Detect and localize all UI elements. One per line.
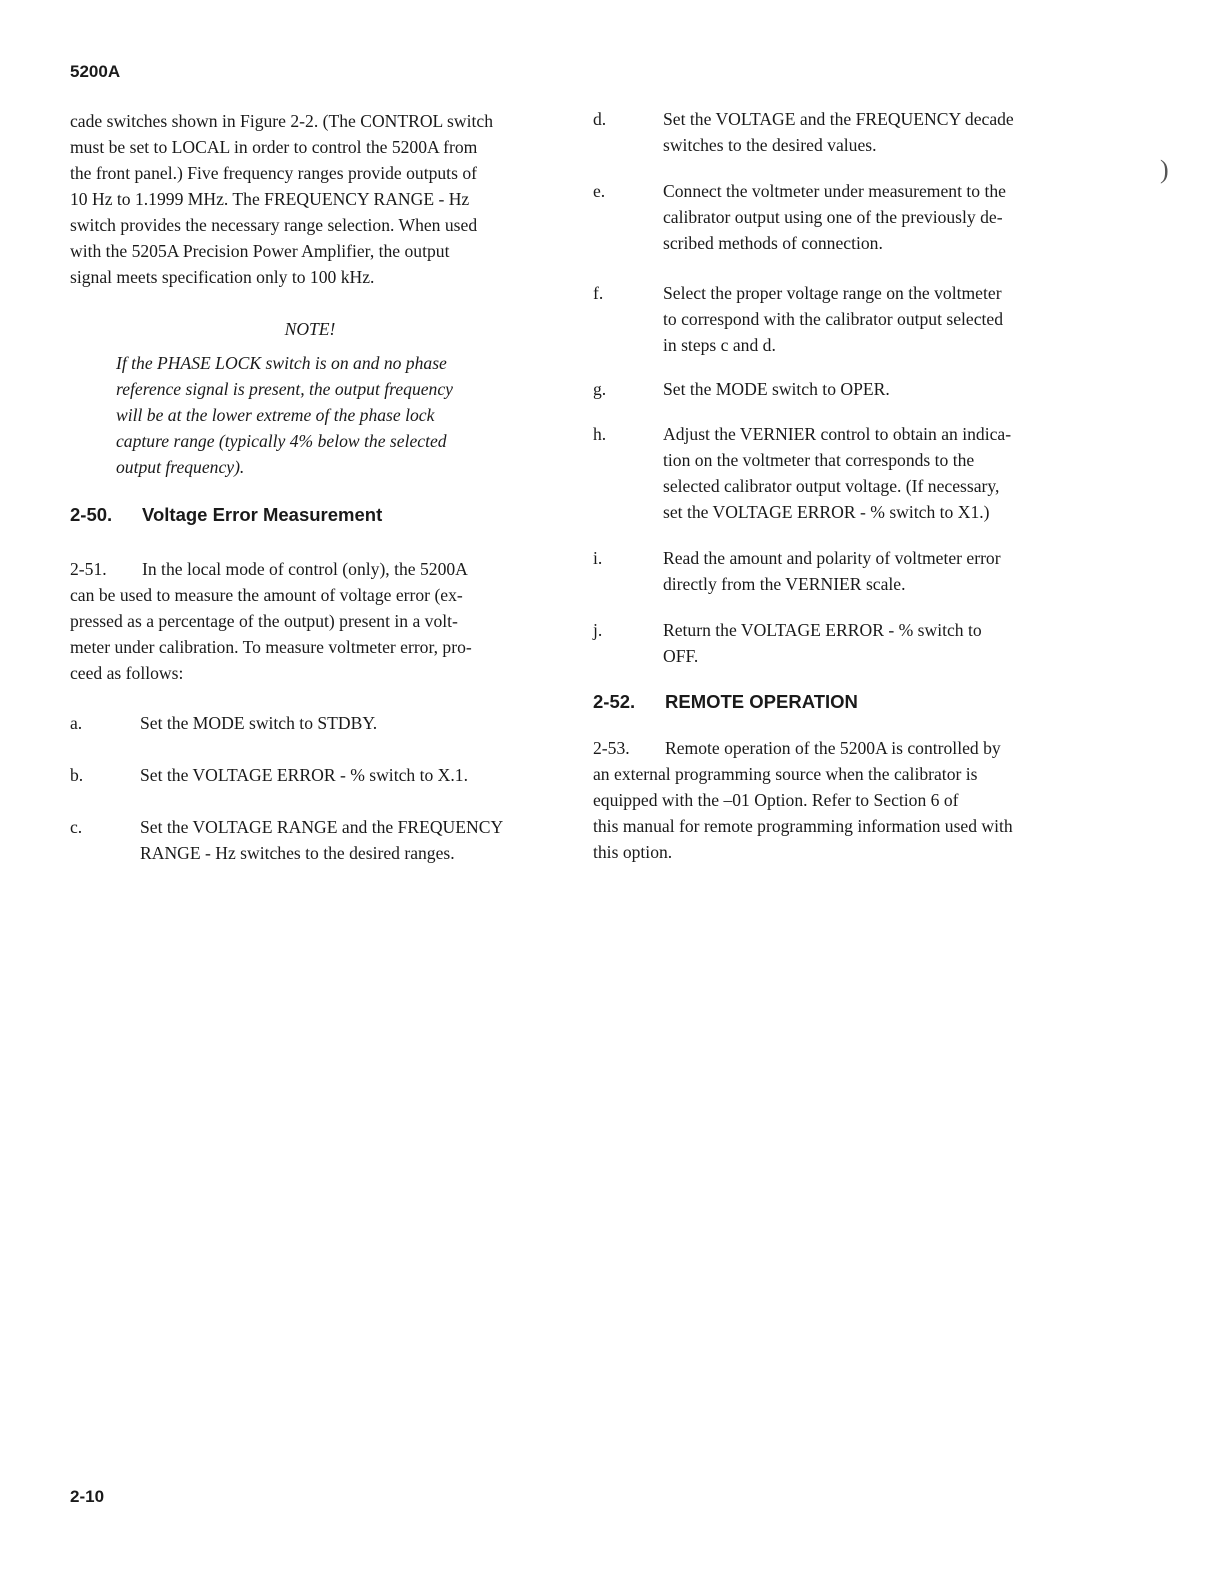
step-c: c. Set the VOLTAGE RANGE and the FREQUENCY RANGE - Hz switches to the desired ranges. bbox=[70, 817, 504, 863]
section-heading-2-50: 2-50. Voltage Error Measurement bbox=[70, 504, 383, 525]
intro-paragraph: cade switches shown in Figure 2-2. (The CONTROL switch must be set to LOCAL in order to control the 5200A from the front panel.) Five frequency ranges provide outputs of 10 Hz to 1.1999 MHz. The FREQUENCY RANGE - Hz switch provides the necessary range selection. When used with the 5205A Precision Power Amplifier, the output signal meets specification only to 100 kHz. bbox=[70, 111, 493, 287]
step-h: h. Adjust the VERNIER control to obtain an indica- tion on the voltmeter that corresponds to the selected calibrator output voltage. (If necessary, set the VOLTAGE ERROR - % switch to X1.) bbox=[593, 424, 1012, 522]
margin-mark: ) bbox=[1160, 155, 1169, 184]
note-title: NOTE! bbox=[284, 319, 336, 339]
paragraph-2-53: 2-53. Remote operation of the 5200A is controlled by an external programming source when the calibrator is equipped with the –01 Option. Refer to Section 6 of this manual for remote programming information used with this option. bbox=[593, 738, 1013, 862]
section-heading-2-52: 2-52. REMOTE OPERATION bbox=[593, 691, 858, 712]
step-i: i. Read the amount and polarity of voltmeter error directly from the VERNIER scale. bbox=[593, 548, 1001, 594]
step-e: e. Connect the voltmeter under measurement to the calibrator output using one of the previously de- scribed methods of connection. bbox=[593, 181, 1006, 253]
step-a: a. Set the MODE switch to STDBY. bbox=[70, 713, 378, 733]
right-column bbox=[593, 106, 1078, 865]
step-f: f. Select the proper voltage range on the voltmeter to correspond with the calibrator output selected in steps c and d. bbox=[593, 283, 1004, 355]
step-g: g. Set the MODE switch to OPER. bbox=[593, 379, 890, 399]
left-column bbox=[70, 108, 550, 866]
paragraph-2-51: 2-51. In the local mode of control (only), the 5200A can be used to measure the amount of voltage error (ex- pressed as a percentage of the output) present in a volt- meter under calibration. To measure voltmeter error, pro- ceed as follows: bbox=[70, 559, 472, 683]
step-j: j. Return the VOLTAGE ERROR - % switch to OFF. bbox=[593, 620, 982, 666]
step-d: d. Set the VOLTAGE and the FREQUENCY decade switches to the desired values. bbox=[593, 109, 1014, 155]
step-b: b. Set the VOLTAGE ERROR - % switch to X.1. bbox=[70, 765, 468, 785]
note-body: If the PHASE LOCK switch is on and no phase reference signal is present, the output frequency will be at the lower extreme of the phase lock capture range (typically 4% below the selected output frequency). bbox=[116, 353, 453, 477]
page-number: 2-10 bbox=[70, 1487, 105, 1506]
document-header: 5200A bbox=[70, 62, 121, 81]
